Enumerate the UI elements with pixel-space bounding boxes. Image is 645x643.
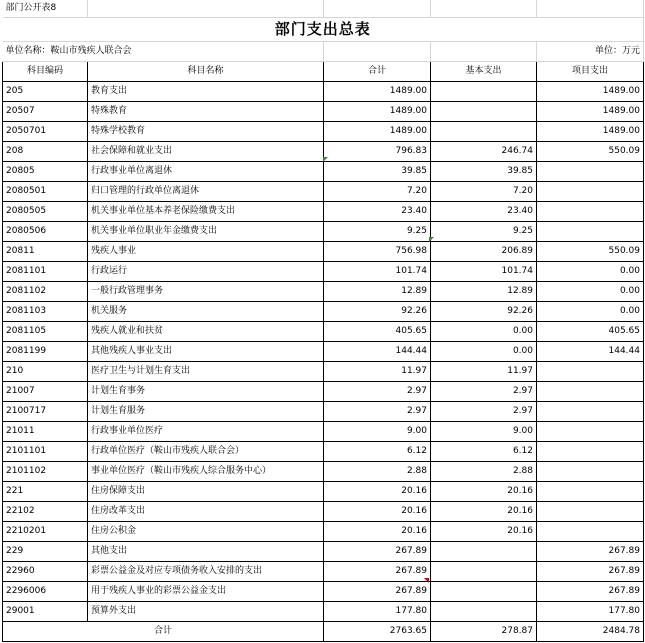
total-project: 2484.78: [537, 621, 644, 641]
cell-project: 1489.00: [537, 81, 644, 101]
cell-code: 22102: [3, 501, 88, 521]
cell-name: 机关服务: [88, 301, 324, 321]
cell-project: 267.89: [537, 561, 644, 581]
cell-total: 144.44: [324, 341, 431, 361]
cell-code: 2100717: [3, 401, 88, 421]
cell-project: [537, 441, 644, 461]
cell-code: 22960: [3, 561, 88, 581]
cell-total: 9.00: [324, 421, 431, 441]
cell-code: 210: [3, 361, 88, 381]
cell-code: 229: [3, 541, 88, 561]
cell-basic: 92.26: [431, 301, 537, 321]
total-total: 2763.65: [324, 621, 431, 641]
table-row: [3, 481, 644, 501]
expenditure-table: [2, 0, 644, 642]
cell-code: 21007: [3, 381, 88, 401]
cell-basic: [431, 561, 537, 581]
cell-code: 20811: [3, 241, 88, 261]
header-name: 科目名称: [88, 61, 324, 81]
table-row: [3, 181, 644, 201]
cell-name: 一般行政管理事务: [88, 281, 324, 301]
table-row: [3, 461, 644, 481]
table-row: [3, 521, 644, 541]
table-row: [3, 221, 644, 241]
cell-code: 21011: [3, 421, 88, 441]
cell-basic: 23.40: [431, 201, 537, 221]
table-row: [3, 241, 644, 261]
cell-total: 6.12: [324, 441, 431, 461]
comment-marker-green: [323, 157, 328, 162]
table-row: [3, 121, 644, 141]
cell-code: 29001: [3, 601, 88, 621]
cell-name: 教育支出: [88, 81, 324, 101]
cell-name: 行政事业单位离退休: [88, 161, 324, 181]
cell-total: 92.26: [324, 301, 431, 321]
table-row: [3, 581, 644, 601]
comment-marker-green: [429, 237, 434, 242]
cell-code: 208: [3, 141, 88, 161]
cell-basic: [431, 101, 537, 121]
cell-project: 267.89: [537, 541, 644, 561]
cell-code: 2210201: [3, 521, 88, 541]
cell-project: [537, 201, 644, 221]
table-row: [3, 381, 644, 401]
cell-basic: 20.16: [431, 501, 537, 521]
cell-project: [537, 521, 644, 541]
page-title: 部门支出总表: [3, 17, 644, 41]
cell-code: 2101101: [3, 441, 88, 461]
cell-code: 205: [3, 81, 88, 101]
cell-total: 20.16: [324, 481, 431, 501]
cell-name: 特殊学校教育: [88, 121, 324, 141]
cell-total: 267.89: [324, 541, 431, 561]
cell-name: 彩票公益金及对应专项债务收入安排的支出: [88, 561, 324, 581]
table-row: [3, 441, 644, 461]
cell-total: 39.85: [324, 161, 431, 181]
cell-project: [537, 181, 644, 201]
table-row: [3, 261, 644, 281]
cell-total: 267.89: [324, 581, 431, 601]
cell-total: 2.97: [324, 381, 431, 401]
cell-name: 医疗卫生与计划生育支出: [88, 361, 324, 381]
cell-project: 550.09: [537, 141, 644, 161]
cell-code: 2050701: [3, 121, 88, 141]
cell-basic: [431, 121, 537, 141]
cell-code: 2296006: [3, 581, 88, 601]
sheet-label: 部门公开表8: [3, 0, 88, 17]
cell-basic: 11.97: [431, 361, 537, 381]
cell-project: [537, 221, 644, 241]
cell-basic: [431, 541, 537, 561]
cell-total: 177.80: [324, 601, 431, 621]
cell-name: 住房改革支出: [88, 501, 324, 521]
total-label: 合计: [3, 621, 324, 641]
cell-project: [537, 381, 644, 401]
cell-name: 计划生育服务: [88, 401, 324, 421]
table-row: [3, 281, 644, 301]
cell-basic: 0.00: [431, 321, 537, 341]
table-row: [3, 401, 644, 421]
cell-total: 20.16: [324, 521, 431, 541]
cell-total: 1489.00: [324, 121, 431, 141]
cell-basic: 6.12: [431, 441, 537, 461]
cell-basic: 39.85: [431, 161, 537, 181]
cell-name: 计划生育事务: [88, 381, 324, 401]
table-row: [3, 361, 644, 381]
cell-total: 11.97: [324, 361, 431, 381]
cell-basic: 101.74: [431, 261, 537, 281]
cell-basic: 9.25: [431, 221, 537, 241]
cell-project: 1489.00: [537, 121, 644, 141]
cell-project: 0.00: [537, 281, 644, 301]
cell-project: [537, 461, 644, 481]
cell-code: 2081101: [3, 261, 88, 281]
cell-code: 20507: [3, 101, 88, 121]
table-row: [3, 561, 644, 581]
cell-total: 101.74: [324, 261, 431, 281]
cell-basic: 12.89: [431, 281, 537, 301]
cell-name: 行政单位医疗（鞍山市残疾人联合会）: [88, 441, 324, 461]
cell-project: 0.00: [537, 261, 644, 281]
table-row: [3, 341, 644, 361]
header-code: 科目编码: [3, 61, 88, 81]
cell-code: 2081102: [3, 281, 88, 301]
header-project: 项目支出: [537, 61, 644, 81]
cell-basic: 7.20: [431, 181, 537, 201]
cell-project: [537, 401, 644, 421]
cell-total: 756.98: [324, 241, 431, 261]
cell-name: 机关事业单位基本养老保险缴费支出: [88, 201, 324, 221]
cell-name: 其他支出: [88, 541, 324, 561]
cell-project: 0.00: [537, 301, 644, 321]
cell-project: 550.09: [537, 241, 644, 261]
cell-name: 用于残疾人事业的彩票公益金支出: [88, 581, 324, 601]
header-row: [3, 61, 644, 81]
cell-code: 2081199: [3, 341, 88, 361]
table-row: [3, 601, 644, 621]
cell-name: 事业单位医疗（鞍山市残疾人综合服务中心）: [88, 461, 324, 481]
cell-name: 住房公积金: [88, 521, 324, 541]
cell-code: 2081105: [3, 321, 88, 341]
comment-marker-red: [424, 578, 429, 583]
cell-total: 12.89: [324, 281, 431, 301]
unit-name: 单位名称：鞍山市残疾人联合会: [3, 41, 324, 61]
cell-project: 405.65: [537, 321, 644, 341]
cell-name: 残疾人就业和扶贫: [88, 321, 324, 341]
cell-name: 行政运行: [88, 261, 324, 281]
header-total: 合计: [324, 61, 431, 81]
cell-code: 2080501: [3, 181, 88, 201]
cell-name: 住房保障支出: [88, 481, 324, 501]
cell-code: 2101102: [3, 461, 88, 481]
cell-project: [537, 361, 644, 381]
cell-name: 特殊教育: [88, 101, 324, 121]
cell-basic: 2.88: [431, 461, 537, 481]
cell-basic: 246.74: [431, 141, 537, 161]
table-row: [3, 81, 644, 101]
cell-project: 267.89: [537, 581, 644, 601]
cell-basic: 206.89: [431, 241, 537, 261]
total-basic: 278.87: [431, 621, 537, 641]
cell-code: 2080506: [3, 221, 88, 241]
cell-total: 796.83: [324, 141, 431, 161]
cell-basic: 0.00: [431, 341, 537, 361]
header-basic: 基本支出: [431, 61, 537, 81]
cell-basic: [431, 601, 537, 621]
cell-basic: 2.97: [431, 381, 537, 401]
cell-project: [537, 501, 644, 521]
total-row: [3, 621, 644, 641]
cell-project: 144.44: [537, 341, 644, 361]
table-row: [3, 421, 644, 441]
cell-name: 预算外支出: [88, 601, 324, 621]
table-row: [3, 321, 644, 341]
cell-code: 2080505: [3, 201, 88, 221]
cell-total: 20.16: [324, 501, 431, 521]
cell-basic: [431, 581, 537, 601]
table-row: [3, 201, 644, 221]
cell-total: 2.88: [324, 461, 431, 481]
cell-basic: 2.97: [431, 401, 537, 421]
table-row: [3, 101, 644, 121]
cell-name: 归口管理的行政单位离退休: [88, 181, 324, 201]
cell-name: 机关事业单位职业年金缴费支出: [88, 221, 324, 241]
cell-basic: 20.16: [431, 481, 537, 501]
table-row: [3, 541, 644, 561]
cell-code: 221: [3, 481, 88, 501]
cell-total: 23.40: [324, 201, 431, 221]
cell-total: 1489.00: [324, 81, 431, 101]
cell-total: 267.89: [324, 561, 431, 581]
cell-name: 其他残疾人事业支出: [88, 341, 324, 361]
cell-total: 7.20: [324, 181, 431, 201]
table-row: [3, 161, 644, 181]
table-row: [3, 501, 644, 521]
table-row: [3, 301, 644, 321]
cell-total: 1489.00: [324, 101, 431, 121]
cell-name: 行政事业单位医疗: [88, 421, 324, 441]
cell-total: 9.25: [324, 221, 431, 241]
cell-basic: [431, 81, 537, 101]
cell-basic: 20.16: [431, 521, 537, 541]
cell-project: [537, 161, 644, 181]
cell-name: 残疾人事业: [88, 241, 324, 261]
cell-name: 社会保障和就业支出: [88, 141, 324, 161]
cell-total: 2.97: [324, 401, 431, 421]
cell-project: [537, 481, 644, 501]
cell-code: 2081103: [3, 301, 88, 321]
cell-total: 405.65: [324, 321, 431, 341]
unit-currency: 单位：万元: [537, 41, 644, 61]
cell-project: 1489.00: [537, 101, 644, 121]
cell-basic: 9.00: [431, 421, 537, 441]
cell-code: 20805: [3, 161, 88, 181]
cell-project: 177.80: [537, 601, 644, 621]
cell-project: [537, 421, 644, 441]
